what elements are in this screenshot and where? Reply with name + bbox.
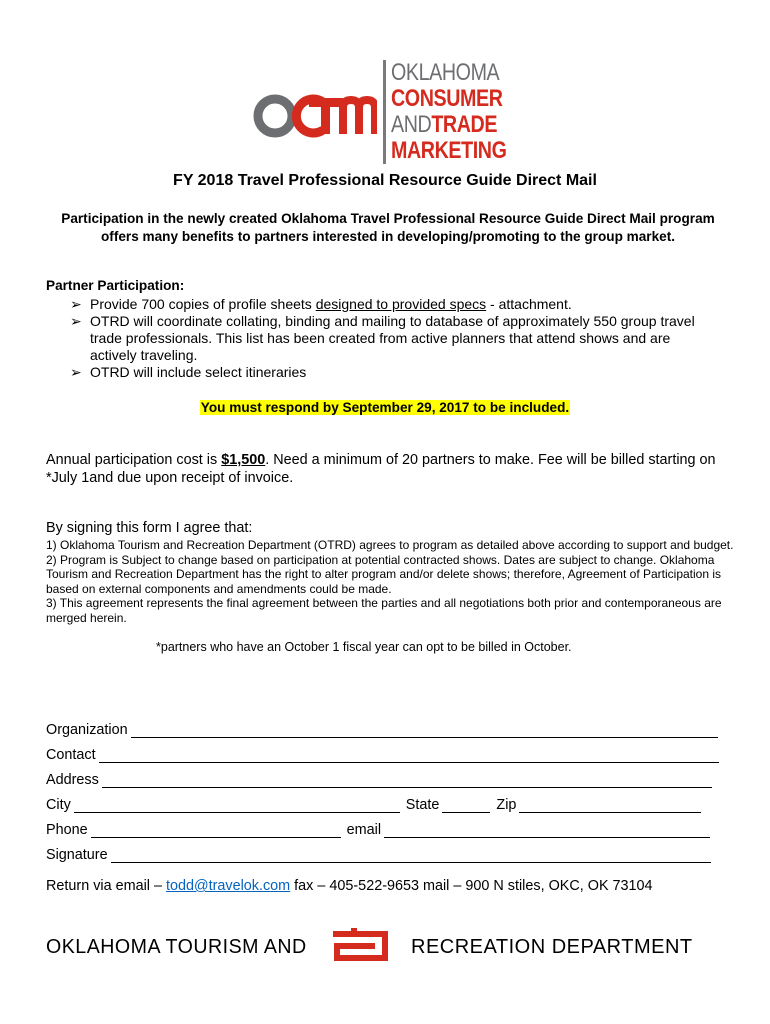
city-label: City <box>46 797 71 813</box>
return-instructions: Return via email – todd@travelok.com fax – 405-522-9653 mail – 900 N stiles, OKC, OK 73104 <box>46 878 653 894</box>
phone-field[interactable] <box>91 823 341 838</box>
city-state-zip-row <box>46 793 707 813</box>
logo-wordmark <box>391 60 526 164</box>
specs-link-text: designed to provided specs <box>315 296 487 312</box>
footer-text-left: OKLAHOMA TOURISM AND <box>46 936 307 958</box>
zip-field[interactable] <box>519 798 701 813</box>
partner-participation-list <box>70 296 720 381</box>
list-item: ➢ Provide 700 copies of profile sheets designed to provided specs - attachment. <box>70 296 572 312</box>
contact-label: Contact <box>46 747 96 763</box>
signature-row <box>46 843 717 863</box>
arrow-bullet-icon: ➢ <box>70 364 82 380</box>
city-field[interactable] <box>74 798 400 813</box>
document-title: FY 2018 Travel Professional Resource Guide Direct Mail <box>173 172 597 189</box>
email-field[interactable] <box>384 823 710 838</box>
contact-row <box>46 743 725 763</box>
octm-logo-mark <box>253 86 377 142</box>
partner-participation-heading: Partner Participation: <box>46 278 185 293</box>
arrow-bullet-icon: ➢ <box>70 296 82 312</box>
signature-label: Signature <box>46 847 108 863</box>
logo-line-and-trade: ANDTRADE <box>391 111 498 138</box>
address-field[interactable] <box>102 773 712 788</box>
email-label: email <box>346 822 382 838</box>
state-field[interactable] <box>442 798 490 813</box>
agreement-terms <box>46 538 736 626</box>
list-item: ➢ OTRD will coordinate collating, binding and mailing to database of approximately 550 group travel trade professionals. This list has been created from active planners that attend shows and are actively traveling. <box>70 313 695 363</box>
cost-paragraph: Annual participation cost is $1,500. Need a minimum of 20 partners to make. Fee will be billed starting on *July 1and due upon receipt of invoice. <box>46 452 716 486</box>
phone-email-row <box>46 818 716 838</box>
term-2: 2) Program is Subject to change based on participation at potential contracted shows. Dates are subject to change. Oklahoma Tourism and Recreation Department has the right to alter program and/or delete shows; therefore, Agreement of Participation is based on external components and amendments could be made. <box>46 552 722 596</box>
footer-text-right: RECREATION DEPARTMENT <box>411 936 693 958</box>
phone-label: Phone <box>46 822 88 838</box>
arrow-bullet-icon: ➢ <box>70 313 82 329</box>
signature-field[interactable] <box>111 848 711 863</box>
otrd-footer-logo <box>46 928 726 964</box>
logo-line-consumer: CONSUMER <box>391 85 503 112</box>
logo-line-marketing: MARKETING <box>391 137 507 164</box>
list-item: ➢ OTRD will include select itineraries <box>70 364 307 380</box>
term-3: 3) This agreement represents the final agreement between the parties and all negotiations both prior and contemporaneous are merged herein. <box>46 596 722 625</box>
cost-amount: $1,500 <box>221 452 266 468</box>
intro-paragraph: Participation in the newly created Oklahoma Travel Professional Resource Guide Direct Mail program offers many benefits to partners interested in developing/promoting to the group market. <box>61 211 715 244</box>
fiscal-year-note: *partners who have an October 1 fiscal year can opt to be billed in October. <box>156 640 572 654</box>
organization-row <box>46 718 724 738</box>
deadline-notice <box>0 400 770 415</box>
otrd-mark-icon <box>333 928 397 964</box>
address-label: Address <box>46 772 99 788</box>
deadline-highlight: You must respond by September 29, 2017 to be included. <box>200 400 570 415</box>
address-row <box>46 768 718 788</box>
organization-field[interactable] <box>131 723 718 738</box>
contact-field[interactable] <box>99 748 719 763</box>
zip-label: Zip <box>496 797 517 813</box>
logo-line-oklahoma: OKLAHOMA <box>391 59 500 86</box>
state-label: State <box>405 797 440 813</box>
term-1: 1) Oklahoma Tourism and Recreation Department (OTRD) agrees to program as detailed above according to support and budget. <box>46 538 734 552</box>
octm-logo <box>253 60 523 166</box>
logo-divider <box>383 60 386 164</box>
agreement-intro: By signing this form I agree that: <box>46 520 253 536</box>
return-email-link[interactable]: todd@travelok.com <box>165 878 291 894</box>
organization-label: Organization <box>46 722 128 738</box>
